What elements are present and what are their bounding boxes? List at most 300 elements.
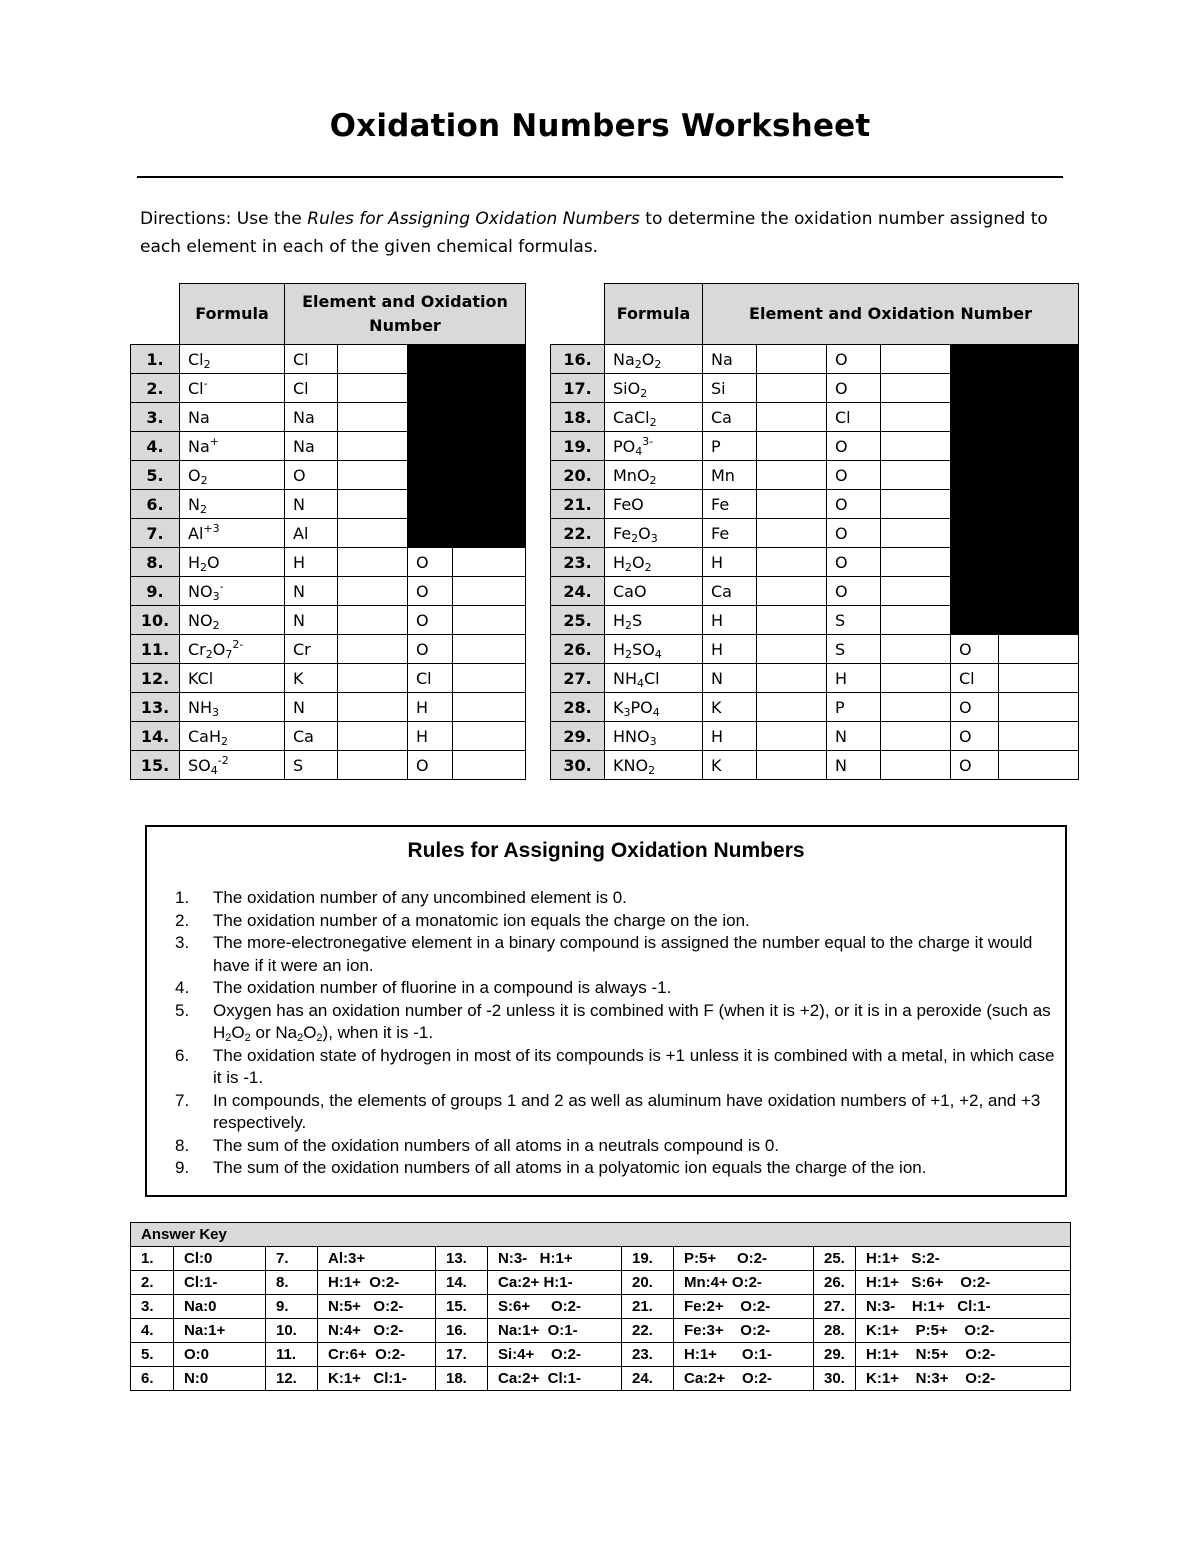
element-label: Ca	[703, 403, 757, 432]
formula-cell: CaCl$_2$	[605, 403, 703, 432]
answer-key-number: 11.	[266, 1343, 318, 1367]
answer-key-value: N:5+ O:2-	[318, 1295, 436, 1319]
formula-cell: FeO	[605, 490, 703, 519]
directions-emphasis: Rules for Assigning Oxidation Numbers	[307, 209, 640, 229]
element-label: H	[703, 548, 757, 577]
answer-key-value: Cl:0	[174, 1247, 266, 1271]
problem-number: 11.	[131, 635, 180, 664]
formula-cell: $K_3PO_4$	[605, 693, 703, 722]
answer-blank[interactable]	[338, 664, 408, 693]
answer-blank[interactable]	[881, 751, 951, 780]
element-label: P	[827, 693, 881, 722]
answer-key-value: N:0	[174, 1367, 266, 1391]
blocked-cell	[951, 606, 1079, 635]
element-label: Na	[285, 432, 338, 461]
answer-key-number: 19.	[622, 1247, 674, 1271]
answer-key-value: H:1+ S:6+ O:2-	[856, 1271, 1071, 1295]
problem-number: 22.	[551, 519, 605, 548]
formula-cell: $N_2$	[180, 490, 285, 519]
answer-key-number: 21.	[622, 1295, 674, 1319]
element-label: Ca	[285, 722, 338, 751]
answer-blank[interactable]	[757, 635, 827, 664]
element-label: O	[827, 432, 881, 461]
formula-cell: MnO$_2$	[605, 461, 703, 490]
formula-cell: CaO	[605, 577, 703, 606]
element-header: Element and Oxidation Number	[703, 284, 1079, 345]
element-label: Na	[285, 403, 338, 432]
answer-blank[interactable]	[881, 548, 951, 577]
problem-number: 16.	[551, 345, 605, 374]
worksheet-row	[551, 403, 1079, 432]
formula-cell: $Cl_2$	[180, 345, 285, 374]
answer-key-number: 18.	[436, 1367, 488, 1391]
problem-number: 27.	[551, 664, 605, 693]
formula-cell: $NH_3$	[180, 693, 285, 722]
element-label: S	[827, 635, 881, 664]
answer-blank[interactable]	[757, 403, 827, 432]
answer-blank[interactable]	[453, 548, 526, 577]
answer-key-number: 23.	[622, 1343, 674, 1367]
element-label: Cl	[951, 664, 999, 693]
element-label: O	[827, 548, 881, 577]
answer-key-value: K:1+ P:5+ O:2-	[856, 1319, 1071, 1343]
rule-text: The oxidation number of fluorine in a compound is always -1.	[213, 978, 672, 997]
answer-blank[interactable]	[453, 664, 526, 693]
rule-number: 6.	[175, 1045, 190, 1065]
formula-cell: $H_2O$	[180, 548, 285, 577]
answer-key-number: 16.	[436, 1319, 488, 1343]
answer-key-value: K:1+ Cl:1-	[318, 1367, 436, 1391]
element-label: H	[285, 548, 338, 577]
formula-cell: $PO_4^{3-}$	[605, 432, 703, 461]
answer-blank[interactable]	[338, 548, 408, 577]
element-label: Fe	[703, 519, 757, 548]
directions-suffix: to determine the oxidation number assigned to each element in each of the given chemical formulas.	[140, 209, 1048, 257]
answer-blank[interactable]	[999, 722, 1079, 751]
answer-blank[interactable]	[757, 577, 827, 606]
answer-blank[interactable]	[757, 664, 827, 693]
answer-key-row	[131, 1295, 1071, 1319]
answer-blank[interactable]	[757, 548, 827, 577]
formula-cell: $O_2$	[180, 461, 285, 490]
answer-key-value: Mn:4+ O:2-	[674, 1271, 814, 1295]
answer-blank[interactable]	[881, 345, 951, 374]
answer-key-value: Ca:2+ H:1-	[488, 1271, 622, 1295]
answer-blank[interactable]	[338, 519, 408, 548]
worksheet-row	[131, 519, 526, 548]
element-label: O	[951, 635, 999, 664]
answer-blank[interactable]	[338, 374, 408, 403]
element-label: H	[408, 693, 453, 722]
rules-list	[175, 887, 1055, 1180]
answer-key-value: Cr:6+ O:2-	[318, 1343, 436, 1367]
answer-key-value: N:3- H:1+	[488, 1247, 622, 1271]
element-label: N	[285, 693, 338, 722]
rule-item	[175, 1157, 1055, 1180]
answer-key-value: H:1+ O:2-	[318, 1271, 436, 1295]
answer-key-row	[131, 1367, 1071, 1391]
blocked-cell	[951, 577, 1079, 606]
worksheet-row	[551, 519, 1079, 548]
worksheet-row	[551, 461, 1079, 490]
formula-cell: Cl-	[180, 374, 285, 403]
rule-number: 2.	[175, 910, 190, 930]
worksheet-row	[551, 577, 1079, 606]
answer-key-value: K:1+ N:3+ O:2-	[856, 1367, 1071, 1391]
rules-title: Rules for Assigning Oxidation Numbers	[407, 839, 805, 862]
worksheet-table-right	[550, 283, 1079, 780]
worksheet-row	[551, 751, 1079, 780]
answer-key-number: 22.	[622, 1319, 674, 1343]
problem-number: 21.	[551, 490, 605, 519]
blocked-cell	[951, 461, 1079, 490]
answer-key-value: S:6+ O:2-	[488, 1295, 622, 1319]
problem-number: 30.	[551, 751, 605, 780]
formula-cell: $H_2SO_4$	[605, 635, 703, 664]
rule-item	[175, 1000, 1055, 1045]
answer-key-number: 12.	[266, 1367, 318, 1391]
answer-blank[interactable]	[338, 490, 408, 519]
answer-key-number: 17.	[436, 1343, 488, 1367]
element-label: H	[827, 664, 881, 693]
answer-key-value: Na:1+	[174, 1319, 266, 1343]
worksheet-row	[551, 345, 1079, 374]
answer-key-number: 9.	[266, 1295, 318, 1319]
element-label: K	[703, 693, 757, 722]
element-label: H	[703, 722, 757, 751]
element-label: Cl	[285, 374, 338, 403]
answer-blank[interactable]	[453, 606, 526, 635]
formula-cell: SiO$_2$	[605, 374, 703, 403]
element-label: N	[285, 490, 338, 519]
answer-key-row	[131, 1271, 1071, 1295]
formula-cell: $KNO_2$	[605, 751, 703, 780]
answer-blank[interactable]	[881, 374, 951, 403]
worksheet-row	[551, 722, 1079, 751]
answer-blank[interactable]	[338, 635, 408, 664]
element-label: K	[703, 751, 757, 780]
answer-blank[interactable]	[453, 635, 526, 664]
rule-number: 9.	[175, 1158, 190, 1177]
problem-number: 28.	[551, 693, 605, 722]
problem-number: 3.	[131, 403, 180, 432]
problem-number: 15.	[131, 751, 180, 780]
element-label: Ca	[703, 577, 757, 606]
rule-item	[175, 1045, 1055, 1090]
answer-blank[interactable]	[881, 635, 951, 664]
formula-cell: $SO_4^{-2}$	[180, 751, 285, 780]
answer-blank[interactable]	[757, 751, 827, 780]
answer-key-value: Ca:2+ O:2-	[674, 1367, 814, 1391]
worksheet-row	[131, 403, 526, 432]
problem-number: 1.	[131, 345, 180, 374]
formula-cell: $Cr_2O_7^{2-}$	[180, 635, 285, 664]
problem-number: 20.	[551, 461, 605, 490]
element-label: S	[285, 751, 338, 780]
rule-number: 3.	[175, 933, 190, 952]
element-label: H	[703, 635, 757, 664]
answer-key-number: 3.	[131, 1295, 174, 1319]
blocked-cell	[408, 461, 526, 490]
worksheet-row	[551, 374, 1079, 403]
answer-blank[interactable]	[881, 577, 951, 606]
rule-number: 8.	[175, 1135, 190, 1155]
rule-text: In compounds, the elements of groups 1 and 2 as well as aluminum have oxidation numbers of +1, +2, and +3 respectively.	[213, 1090, 1041, 1132]
formula-cell: KCl	[180, 664, 285, 693]
answer-blank[interactable]	[757, 693, 827, 722]
worksheet-row	[131, 751, 526, 780]
worksheet-row	[551, 606, 1079, 635]
answer-blank[interactable]	[757, 606, 827, 635]
formula-cell: CaH$_2$	[180, 722, 285, 751]
blocked-cell	[408, 374, 526, 403]
worksheet-row	[131, 345, 526, 374]
problem-number: 17.	[551, 374, 605, 403]
answer-key-number: 10.	[266, 1319, 318, 1343]
element-label: Cl	[408, 664, 453, 693]
answer-key-number: 7.	[266, 1247, 318, 1271]
answer-key-row	[131, 1247, 1071, 1271]
answer-key-value: Fe:2+ O:2-	[674, 1295, 814, 1319]
answer-blank[interactable]	[338, 606, 408, 635]
rules-box	[145, 825, 1067, 1197]
answer-blank[interactable]	[999, 664, 1079, 693]
answer-key-number: 5.	[131, 1343, 174, 1367]
answer-blank[interactable]	[453, 577, 526, 606]
answer-blank[interactable]	[338, 577, 408, 606]
answer-key-number: 29.	[814, 1343, 856, 1367]
answer-key-value: Cl:1-	[174, 1271, 266, 1295]
answer-key-table	[130, 1222, 1071, 1391]
blocked-cell	[951, 548, 1079, 577]
element-label: S	[827, 606, 881, 635]
answer-key-number: 26.	[814, 1271, 856, 1295]
element-label: O	[951, 751, 999, 780]
element-label: O	[951, 693, 999, 722]
problem-number: 5.	[131, 461, 180, 490]
answer-key-value: H:1+ S:2-	[856, 1247, 1071, 1271]
answer-blank[interactable]	[338, 751, 408, 780]
element-label: O	[285, 461, 338, 490]
rule-text: The oxidation number of a monatomic ion equals the charge on the ion.	[213, 910, 750, 930]
directions-prefix: Directions: Use the	[140, 209, 308, 229]
problem-number: 13.	[131, 693, 180, 722]
answer-key-number: 28.	[814, 1319, 856, 1343]
element-label: N	[285, 577, 338, 606]
answer-blank[interactable]	[757, 490, 827, 519]
answer-blank[interactable]	[338, 403, 408, 432]
blocked-cell	[951, 519, 1079, 548]
problem-number: 19.	[551, 432, 605, 461]
answer-key-number: 20.	[622, 1271, 674, 1295]
element-label: O	[408, 635, 453, 664]
answer-key-value: N:4+ O:2-	[318, 1319, 436, 1343]
answer-blank[interactable]	[453, 751, 526, 780]
answer-blank[interactable]	[999, 635, 1079, 664]
rule-item	[175, 910, 1055, 933]
answer-key-number: 1.	[131, 1247, 174, 1271]
formula-cell: $H_2O_2$	[605, 548, 703, 577]
answer-blank[interactable]	[338, 345, 408, 374]
element-label: O	[408, 577, 453, 606]
answer-key-value: H:1+ N:5+ O:2-	[856, 1343, 1071, 1367]
answer-key-title: Answer Key	[131, 1223, 1071, 1247]
element-label: O	[408, 751, 453, 780]
answer-key-value: Si:4+ O:2-	[488, 1343, 622, 1367]
problem-number: 23.	[551, 548, 605, 577]
rule-item	[175, 1135, 1055, 1158]
worksheet-table-left	[130, 283, 526, 780]
formula-header: Formula	[605, 284, 703, 345]
answer-blank[interactable]	[881, 519, 951, 548]
worksheet-row	[131, 374, 526, 403]
element-label: Cl	[285, 345, 338, 374]
answer-blank[interactable]	[338, 461, 408, 490]
blocked-cell	[408, 345, 526, 374]
formula-cell: Na	[180, 403, 285, 432]
formula-cell: $HNO_3$	[605, 722, 703, 751]
answer-blank[interactable]	[453, 722, 526, 751]
worksheet-row	[131, 461, 526, 490]
problem-number: 4.	[131, 432, 180, 461]
answer-blank[interactable]	[881, 461, 951, 490]
answer-blank[interactable]	[881, 490, 951, 519]
rule-text: The sum of the oxidation numbers of all atoms in a polyatomic ion equals the charge of the ion.	[213, 1158, 927, 1177]
rule-number: 1.	[175, 888, 190, 907]
problem-number: 10.	[131, 606, 180, 635]
worksheet-row	[131, 490, 526, 519]
worksheet-row	[551, 664, 1079, 693]
answer-key-number: 8.	[266, 1271, 318, 1295]
worksheet-row	[551, 693, 1079, 722]
rule-item	[175, 977, 1055, 1000]
element-label: Al	[285, 519, 338, 548]
problem-number: 2.	[131, 374, 180, 403]
rule-text: The oxidation state of hydrogen in most of its compounds is +1 unless it is combined with a metal, in which case it is -1.	[213, 1045, 1055, 1087]
element-label: O	[408, 606, 453, 635]
element-label: O	[827, 490, 881, 519]
title-divider	[137, 176, 1063, 178]
answer-blank[interactable]	[338, 432, 408, 461]
problem-number: 25.	[551, 606, 605, 635]
element-label: O	[827, 345, 881, 374]
page-title: Oxidation Numbers Worksheet	[329, 108, 871, 144]
element-label: O	[408, 548, 453, 577]
answer-blank[interactable]	[999, 751, 1079, 780]
answer-blank[interactable]	[881, 664, 951, 693]
worksheet-row	[131, 722, 526, 751]
blocked-cell	[408, 519, 526, 548]
formula-cell: $H_2S$	[605, 606, 703, 635]
worksheet-row	[131, 635, 526, 664]
answer-blank[interactable]	[881, 606, 951, 635]
element-label: Fe	[703, 490, 757, 519]
element-label: O	[951, 722, 999, 751]
answer-blank[interactable]	[757, 345, 827, 374]
answer-blank[interactable]	[757, 374, 827, 403]
answer-blank[interactable]	[338, 722, 408, 751]
element-label: O	[827, 577, 881, 606]
answer-blank[interactable]	[757, 722, 827, 751]
blocked-cell	[951, 374, 1079, 403]
rule-item	[175, 1090, 1055, 1135]
header-blank	[131, 284, 180, 345]
blocked-cell	[408, 432, 526, 461]
formula-header: Formula	[180, 284, 285, 345]
element-label: H	[408, 722, 453, 751]
answer-key-value: N:3- H:1+ Cl:1-	[856, 1295, 1071, 1319]
element-label: H	[703, 606, 757, 635]
answer-key-value: P:5+ O:2-	[674, 1247, 814, 1271]
problem-number: 9.	[131, 577, 180, 606]
answer-key-number: 27.	[814, 1295, 856, 1319]
answer-blank[interactable]	[881, 693, 951, 722]
rule-text: The more-electronegative element in a binary compound is assigned the number equal to the charge it would have if it were an ion.	[213, 933, 1033, 975]
worksheet-row	[551, 490, 1079, 519]
rule-number: 7.	[175, 1090, 190, 1110]
problem-number: 29.	[551, 722, 605, 751]
element-label: Na	[703, 345, 757, 374]
worksheet-row	[131, 432, 526, 461]
answer-key-number: 14.	[436, 1271, 488, 1295]
blocked-cell	[951, 345, 1079, 374]
formula-cell: $NO_3^-$	[180, 577, 285, 606]
problem-number: 18.	[551, 403, 605, 432]
answer-key-row	[131, 1319, 1071, 1343]
element-label: N	[827, 751, 881, 780]
answer-key-value: H:1+ O:1-	[674, 1343, 814, 1367]
header-blank	[551, 284, 605, 345]
worksheet-row	[551, 635, 1079, 664]
worksheet-row	[131, 606, 526, 635]
answer-blank[interactable]	[453, 693, 526, 722]
answer-key-number: 25.	[814, 1247, 856, 1271]
answer-blank[interactable]	[757, 519, 827, 548]
answer-key-value: Ca:2+ Cl:1-	[488, 1367, 622, 1391]
problem-number: 8.	[131, 548, 180, 577]
element-label: Mn	[703, 461, 757, 490]
element-label: Si	[703, 374, 757, 403]
answer-blank[interactable]	[881, 432, 951, 461]
answer-blank[interactable]	[881, 722, 951, 751]
element-label: Cr	[285, 635, 338, 664]
formula-cell: $Al^{+3}$	[180, 519, 285, 548]
blocked-cell	[951, 490, 1079, 519]
worksheet-row	[131, 577, 526, 606]
element-label: K	[285, 664, 338, 693]
problem-number: 12.	[131, 664, 180, 693]
answer-blank[interactable]	[338, 693, 408, 722]
element-header: Element and Oxidation Number	[285, 284, 526, 345]
answer-blank[interactable]	[757, 461, 827, 490]
answer-key-number: 13.	[436, 1247, 488, 1271]
answer-blank[interactable]	[757, 432, 827, 461]
element-label: N	[703, 664, 757, 693]
answer-blank[interactable]	[999, 693, 1079, 722]
answer-key-number: 4.	[131, 1319, 174, 1343]
answer-key-number: 6.	[131, 1367, 174, 1391]
rule-item	[175, 887, 1055, 910]
worksheet-row	[131, 664, 526, 693]
directions-text	[140, 205, 1070, 261]
rule-text: The sum of the oxidation numbers of all atoms in a neutrals compound is 0.	[213, 1135, 780, 1155]
element-label: O	[827, 519, 881, 548]
formula-cell: $Fe_2O_3$	[605, 519, 703, 548]
answer-key-number: 2.	[131, 1271, 174, 1295]
rule-item	[175, 932, 1055, 977]
answer-key-row	[131, 1343, 1071, 1367]
answer-blank[interactable]	[881, 403, 951, 432]
